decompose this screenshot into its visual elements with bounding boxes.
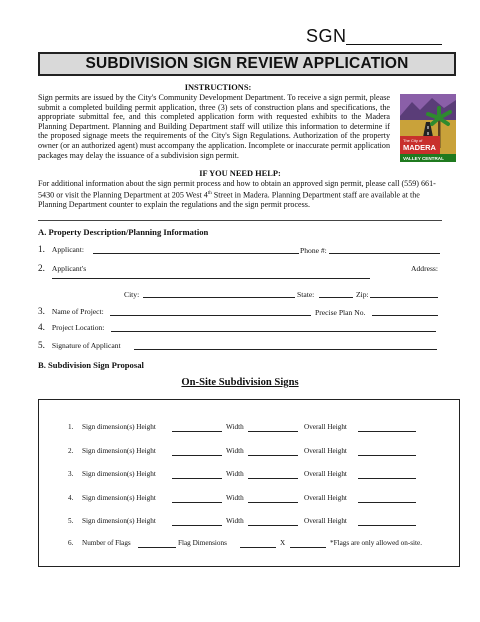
- overall-height-label: Overall Height: [304, 447, 347, 455]
- project-location-row: 4. Project Location:: [38, 322, 105, 332]
- city-field[interactable]: [143, 297, 295, 298]
- flag-dim-1-field[interactable]: [240, 547, 276, 548]
- instructions-text: Sign permits are issued by the City's Community Development Department. To receive a sign permit, please submit a completed building permit application, three (3) sets of construction plans and specifications, the appropriate submittal fee, and this completed application form with requested exhibits to the Madera Planning Department. Planning and Building Department staff will utilize this information to determine if the proposed signage meets the requirements of the City's Sign Regulations. Authorization of the property owner (or an authorized agent) must accompany the application. Incomplete or inaccurate permit application packages may delay the issuance of a subdivision sign permit.: [38, 93, 390, 160]
- width-field[interactable]: [248, 431, 298, 432]
- applicant-label: Applicant:: [51, 245, 84, 254]
- height-label: Sign dimension(s) Height: [82, 517, 156, 525]
- project-location-label: Project Location:: [51, 323, 105, 332]
- height-label: Sign dimension(s) Height: [82, 494, 156, 502]
- section-b-heading: B. Subdivision Sign Proposal: [38, 360, 144, 370]
- overall-height-field[interactable]: [358, 502, 416, 503]
- sign-row-number: 1.: [68, 423, 74, 431]
- height-field[interactable]: [172, 502, 222, 503]
- state-field[interactable]: [319, 297, 353, 298]
- applicant-row: 1. Applicant:: [38, 244, 84, 254]
- applicants-label: Applicant's: [51, 264, 87, 273]
- project-name-label: Name of Project:: [51, 307, 104, 316]
- overall-height-field[interactable]: [358, 478, 416, 479]
- phone-field[interactable]: [329, 253, 440, 254]
- sign-row-number: 2.: [68, 447, 74, 455]
- signature-field[interactable]: [134, 349, 437, 350]
- city-label: City:: [124, 290, 140, 299]
- height-field[interactable]: [172, 455, 222, 456]
- section-a-heading: A. Property Description/Planning Information: [38, 227, 209, 237]
- overall-height-label: Overall Height: [304, 423, 347, 431]
- instructions-heading: INSTRUCTIONS:: [184, 83, 252, 92]
- address-label: Address:: [411, 264, 438, 273]
- state-label: State:: [297, 290, 315, 299]
- form-title-bar: [38, 52, 456, 76]
- overall-height-field[interactable]: [358, 431, 416, 432]
- width-label: Width: [226, 447, 244, 455]
- height-field[interactable]: [172, 525, 222, 526]
- overall-height-field[interactable]: [358, 525, 416, 526]
- section-divider: [38, 220, 442, 221]
- sign-row-number: 5.: [68, 517, 74, 525]
- flags-note: *Flags are only allowed on-site.: [330, 539, 423, 547]
- signature-label: Signature of Applicant: [51, 341, 121, 350]
- width-field[interactable]: [248, 455, 298, 456]
- width-label: Width: [226, 494, 244, 502]
- width-field[interactable]: [248, 502, 298, 503]
- signature-row: 5. Signature of Applicant: [38, 340, 121, 350]
- zip-field[interactable]: [370, 297, 438, 298]
- overall-height-label: Overall Height: [304, 494, 347, 502]
- overall-height-label: Overall Height: [304, 470, 347, 478]
- flag-dim-2-field[interactable]: [290, 547, 326, 548]
- height-field[interactable]: [172, 478, 222, 479]
- help-heading: IF YOU NEED HELP:: [199, 169, 281, 178]
- sgn-label: SGN: [306, 26, 347, 46]
- sgn-number-field[interactable]: [346, 44, 442, 45]
- overall-height-label: Overall Height: [304, 517, 347, 525]
- width-label: Width: [226, 423, 244, 431]
- zip-label: Zip:: [356, 290, 369, 299]
- onsite-signs-heading: On-Site Subdivision Signs: [181, 377, 299, 388]
- sign-row-number: 3.: [68, 470, 74, 478]
- applicant-field[interactable]: [93, 253, 299, 254]
- sign-row-number: 4.: [68, 494, 74, 502]
- logo-text-2: MADERA: [403, 143, 436, 152]
- height-field[interactable]: [172, 431, 222, 432]
- project-location-field[interactable]: [111, 331, 436, 332]
- flag-dimensions-label: Flag Dimensions: [178, 539, 227, 547]
- logo-text-1: The City of: [403, 138, 423, 143]
- form-title: SUBDIVISION SIGN REVIEW APPLICATION: [85, 55, 409, 72]
- height-label: Sign dimension(s) Height: [82, 470, 156, 478]
- applicant-address-field[interactable]: [52, 278, 370, 279]
- width-label: Width: [226, 517, 244, 525]
- width-field[interactable]: [248, 525, 298, 526]
- plan-no-label: Precise Plan No.: [315, 308, 366, 317]
- height-label: Sign dimension(s) Height: [82, 447, 156, 455]
- flags-count-label: Number of Flags: [82, 539, 131, 547]
- width-label: Width: [226, 470, 244, 478]
- help-text: For additional information about the sign permit process and how to obtain an approved sign permit, please call (559) 661-5430 or visit the Planning Department at 205 West 4th Street in Madera. Planning Department staff are available at the Planning Department counter to explain the regulations and the sign permit process.: [38, 179, 436, 210]
- height-label: Sign dimension(s) Height: [82, 423, 156, 431]
- width-field[interactable]: [248, 478, 298, 479]
- overall-height-field[interactable]: [358, 455, 416, 456]
- project-name-row: 3. Name of Project:: [38, 306, 104, 316]
- plan-no-field[interactable]: [372, 315, 438, 316]
- city-of-madera-logo: [398, 92, 458, 164]
- project-name-field[interactable]: [110, 315, 311, 316]
- applicant-address-row: 2. Applicant's: [38, 263, 87, 273]
- logo-text-3: VALLEY CENTRAL: [403, 156, 444, 161]
- flags-count-field[interactable]: [138, 547, 176, 548]
- phone-label: Phone #:: [300, 246, 327, 255]
